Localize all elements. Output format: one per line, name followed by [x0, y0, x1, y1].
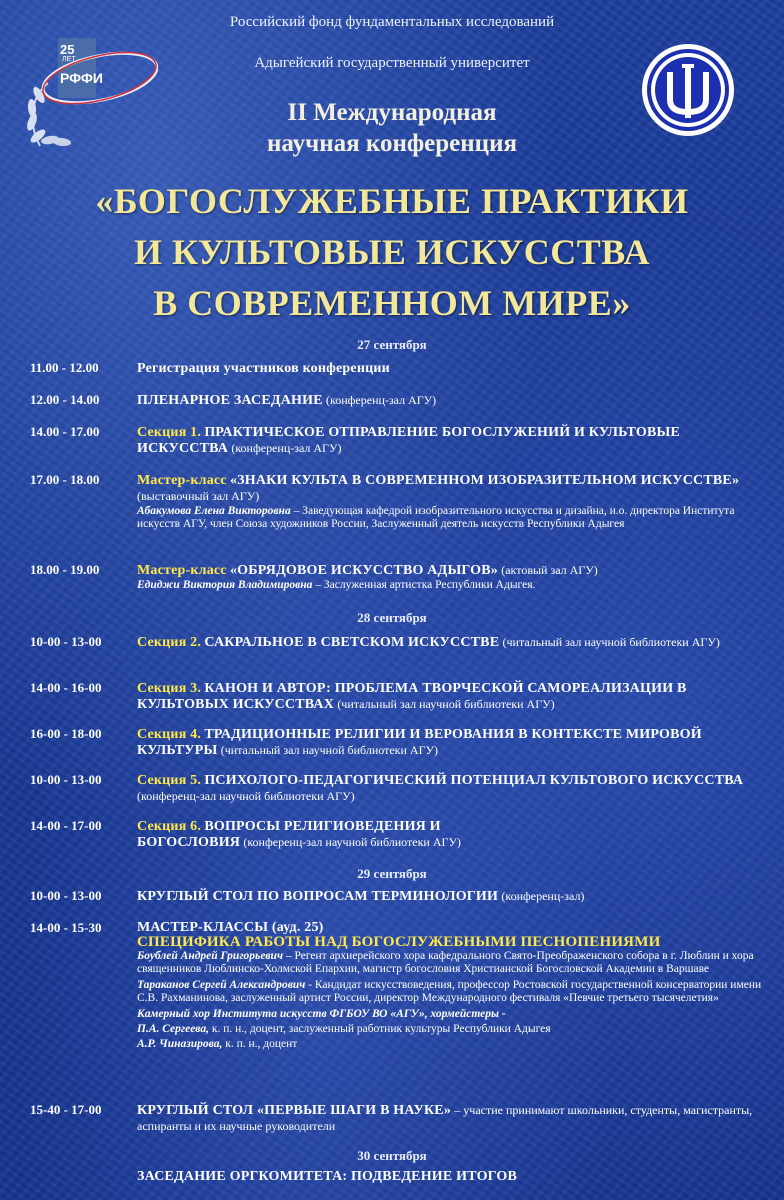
rffi-logo	[18, 28, 158, 153]
time: 12.00 - 14.00	[30, 392, 100, 407]
person-info: – Заведующая кафедрой изобразительного искусства и дизайна, и.о. директора Института искусств АГУ, член Союза художников России, Заслуженный деятель искусств Республики Адыгея	[137, 505, 735, 530]
event-title: ВОПРОСЫ РЕЛИГИОВЕДЕНИЯ И БОГОСЛОВИЯ	[137, 819, 441, 850]
org-rffi: Российский фонд фундаментальных исследований	[229, 14, 555, 30]
time: 15-40 - 17-00	[30, 1102, 102, 1117]
event-place: (конференц-зал АГУ)	[326, 393, 437, 407]
event-place: (актовый зал АГУ)	[501, 563, 598, 577]
event-place: (конференц-зал)	[501, 889, 585, 903]
title-line3: В СОВРЕМЕННОМ МИРЕ»	[153, 283, 631, 323]
event-title: МАСТЕР-КЛАССЫ (ауд. 25)	[137, 920, 324, 935]
choir-name: Камерный хор Института искусств ФГБОУ ВО «АГУ», хормейстеры -	[137, 1008, 506, 1020]
section-label: Секция 5.	[137, 773, 202, 788]
time: 10-00 - 13-00	[30, 772, 102, 787]
event-title: ПРАКТИЧЕСКОЕ ОТПРАВЛЕНИЕ БОГОСЛУЖЕНИЙ И КУЛЬТОВЫЕ ИСКУССТВА	[137, 425, 680, 456]
date-day4: 30 сентября	[357, 1148, 427, 1163]
time: 11.00 - 12.00	[30, 360, 99, 375]
person-name: А.Р. Чиназирова,	[137, 1038, 223, 1050]
section-label: Секция 4.	[137, 727, 202, 742]
event-info: – участие принимают школьники, студенты, магистранты, аспиранты и их научные руководители	[137, 1103, 753, 1133]
event-title: САКРАЛЬНОЕ В СВЕТСКОМ ИСКУССТВЕ	[204, 635, 500, 650]
time: 16-00 - 18-00	[30, 726, 102, 741]
event-title: ПЛЕНАРНОЕ ЗАСЕДАНИЕ	[137, 393, 323, 408]
section-label: Секция 2.	[137, 635, 202, 650]
event-place: (читальный зал научной библиотеки АГУ)	[502, 635, 720, 649]
time: 14-00 - 16-00	[30, 680, 102, 695]
time: 14-00 - 15-30	[30, 920, 102, 935]
date-day1: 27 сентября	[357, 337, 427, 352]
masterclass-subtitle: СПЕЦИФИКА РАБОТЫ НАД БОГОСЛУЖЕБНЫМИ ПЕСНОПЕНИЯМИ	[137, 934, 661, 950]
rffi-name: РФФИ	[60, 70, 103, 86]
event-place: (читальный зал научной библиотеки АГУ)	[220, 743, 439, 757]
rffi-years-sub: ЛЕТ	[62, 56, 76, 63]
event-place: (конференц-зал АГУ)	[231, 441, 342, 455]
person-info: - Кандидат искусствоведения, профессор Ростовской государственной консерватории имени С.В. Рахманинова, заслуженный артист России, директор Международного фестиваля «Певчие третьего тысячелетия»	[137, 979, 762, 1004]
time: 14.00 - 17.00	[30, 424, 100, 439]
event-title: «ОБРЯДОВОЕ ИСКУССТВО АДЫГОВ»	[229, 563, 498, 578]
person-info: к. п. н., доцент, заслуженный работник культуры Республики Адыгея	[211, 1023, 551, 1035]
title-line2: И КУЛЬТОВЫЕ ИСКУССТВА	[134, 232, 650, 272]
masterclass-label: Мастер-класс	[137, 473, 227, 488]
person-info: к. п. н., доцент	[225, 1038, 298, 1050]
time: 18.00 - 19.00	[30, 562, 100, 577]
conf-line2: научная конференция	[266, 130, 518, 157]
section-label: Секция 6.	[137, 819, 202, 834]
event-title: КРУГЛЫЙ СТОЛ «ПЕРВЫЕ ШАГИ В НАУКЕ»	[137, 1103, 452, 1118]
time: 10-00 - 13-00	[30, 888, 102, 903]
event-place: (конференц-зал научной библиотеки АГУ)	[137, 789, 355, 803]
person-info: – Регент архиерейского хора кафедрального Свято-Преображенского собора в г. Люблин и хора священников Люблинско-Холмской Епархии, магистр богословия Христианской Богословской Академии в Варшаве	[137, 950, 754, 975]
masterclass-label: Мастер-класс	[137, 563, 227, 578]
event-title: ПСИХОЛОГО-ПЕДАГОГИЧЕСКИЙ ПОТЕНЦИАЛ КУЛЬТОВОГО ИСКУССТВА	[204, 773, 744, 788]
time: 10-00 - 13-00	[30, 634, 102, 649]
person-name: Тараканов Сергей Александрович	[137, 979, 306, 991]
person-info: – Заслуженная артистка Республики Адыгея.	[315, 579, 536, 591]
event-place: (конференц-зал научной библиотеки АГУ)	[243, 835, 461, 849]
date-day2: 28 сентября	[357, 610, 427, 625]
person-name: Боублей Андрей Григорьевич	[137, 950, 283, 962]
time: 17.00 - 18.00	[30, 472, 100, 487]
person-name: Абакумова Елена Викторовна	[137, 505, 291, 517]
title-line1: «БОГОСЛУЖЕБНЫЕ ПРАКТИКИ	[95, 181, 689, 221]
date-day3: 29 сентября	[357, 866, 427, 881]
event-place: (читальный зал научной библиотеки АГУ)	[337, 697, 555, 711]
event-title: ТРАДИЦИОННЫЕ РЕЛИГИИ И ВЕРОВАНИЯ В КОНТЕКСТЕ МИРОВОЙ КУЛЬТУРЫ	[137, 727, 702, 758]
event-place: (выставочный зал АГУ)	[137, 489, 260, 503]
rffi-years: 25	[60, 42, 75, 57]
org-agu: Адыгейский государственный университет	[254, 55, 530, 71]
event-title: Регистрация участников конференции	[137, 361, 390, 376]
person-name: П.А. Сергеева,	[137, 1023, 209, 1035]
event-title: ЗАСЕДАНИЕ ОРГКОМИТЕТА: ПОДВЕДЕНИЕ ИТОГОВ	[137, 1169, 518, 1184]
event-title: «ЗНАКИ КУЛЬТА В СОВРЕМЕННОМ ИЗОБРАЗИТЕЛЬНОМ ИСКУССТВЕ»	[229, 473, 740, 488]
event-title: КАНОН И АВТОР: ПРОБЛЕМА ТВОРЧЕСКОЙ САМОРЕАЛИЗАЦИИ В КУЛЬТОВЫХ ИСКУССТВАХ	[137, 681, 687, 712]
event-title: КРУГЛЫЙ СТОЛ ПО ВОПРОСАМ ТЕРМИНОЛОГИИ	[137, 889, 499, 904]
section-label: Секция 3.	[137, 681, 202, 696]
conf-line1: II Международная	[287, 99, 497, 126]
agu-logo	[640, 42, 736, 138]
person-name: Едиджи Виктория Владимировна	[137, 579, 313, 591]
section-label: Секция 1.	[137, 425, 202, 440]
time: 14-00 - 17-00	[30, 818, 102, 833]
